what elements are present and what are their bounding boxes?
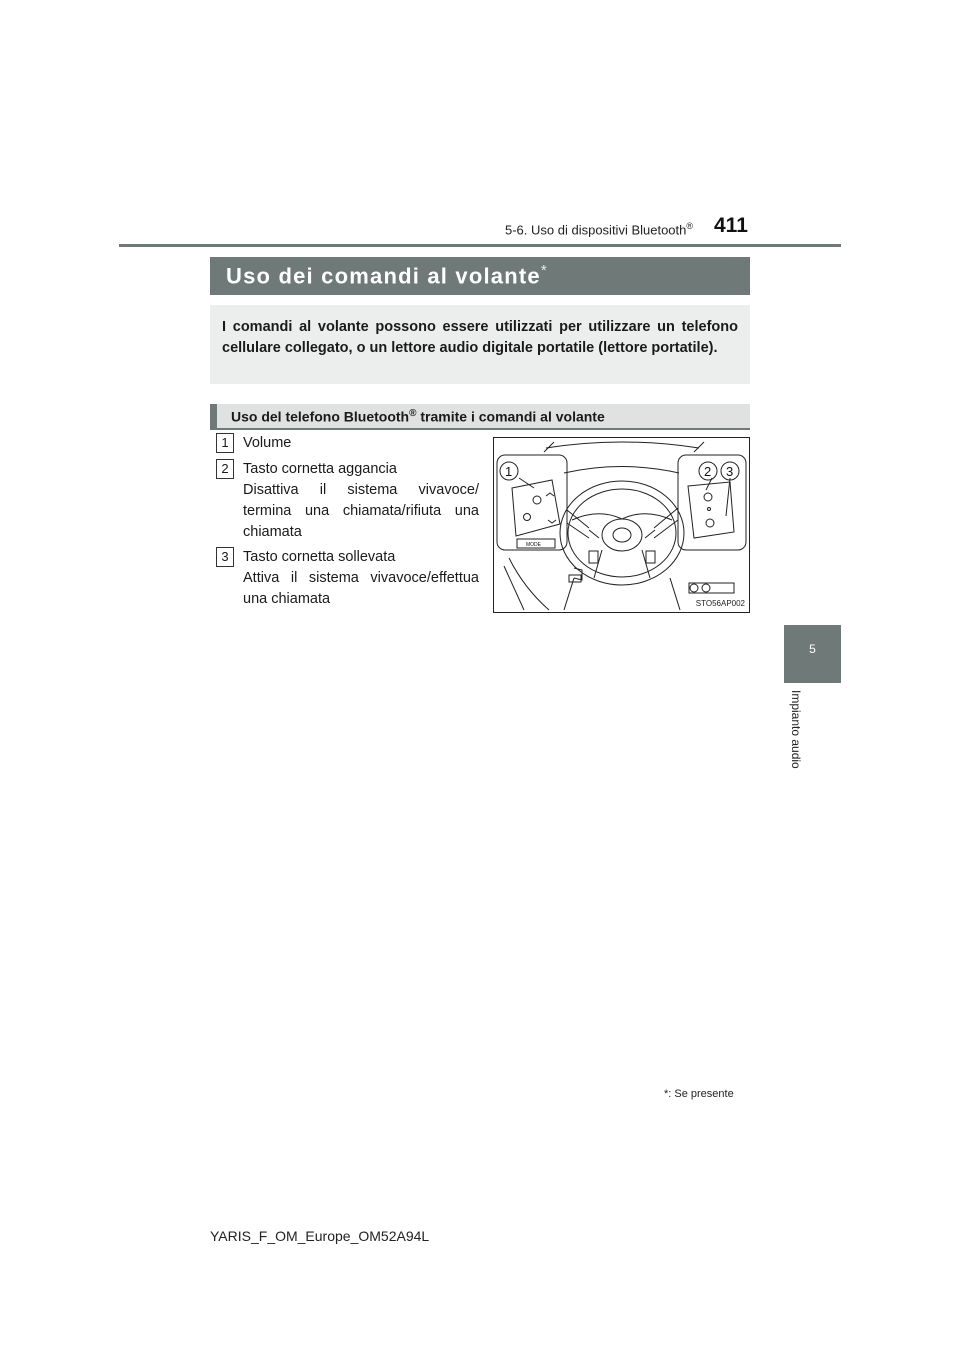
item-number-2: 2: [216, 459, 234, 479]
page-title: Uso dei comandi al volante*: [226, 262, 548, 289]
item-label-1: Volume: [243, 435, 292, 451]
asterisk-icon: *: [540, 262, 548, 279]
intro-text: I comandi al volante possono essere utilizzati per utilizzare un telefono cellulare collegato, o un lettore audio digitale portatile (lettore portatile).: [222, 319, 738, 356]
page-number: 411: [714, 214, 748, 237]
subsection-bar: [210, 404, 750, 429]
item-number-3: 3: [216, 547, 234, 567]
chapter-label: Impianto audio: [789, 690, 803, 769]
item-label-2: Tasto cornetta aggancia: [243, 461, 397, 477]
subsection-divider: [210, 428, 750, 430]
steering-controls-illustration: [493, 437, 750, 613]
figure-code: STO56AP002: [695, 599, 745, 608]
item-number-1: 1: [216, 433, 234, 453]
section-heading: 5-6. Uso di dispositivi Bluetooth®: [505, 221, 694, 238]
item-desc-3: Attiva il sistema vivavoce/effettua una chiamata: [243, 570, 479, 607]
document-code: YARIS_F_OM_Europe_OM52A94L: [210, 1228, 430, 1244]
header-divider: [119, 244, 841, 247]
mode-button-label: MODE: [526, 542, 541, 548]
callout-1: 1: [505, 464, 513, 479]
subsection-title: Uso del telefono Bluetooth® tramite i comandi al volante: [231, 408, 605, 425]
item-label-3: Tasto cornetta sollevata: [243, 549, 396, 565]
callout-3: 3: [726, 464, 734, 479]
steering-wheel-drawing: [494, 438, 749, 612]
footnote: *: Se presente: [664, 1088, 734, 1100]
intro-box: [210, 305, 750, 384]
callout-2: 2: [704, 464, 712, 479]
asterisk-icon: *: [664, 1088, 669, 1100]
title-bar: [210, 257, 750, 295]
item-desc-2: Disattiva il sistema vivavoce/ termina una chiamata/rifiuta una chiamata: [243, 482, 479, 540]
chapter-tab: 5: [784, 625, 841, 683]
